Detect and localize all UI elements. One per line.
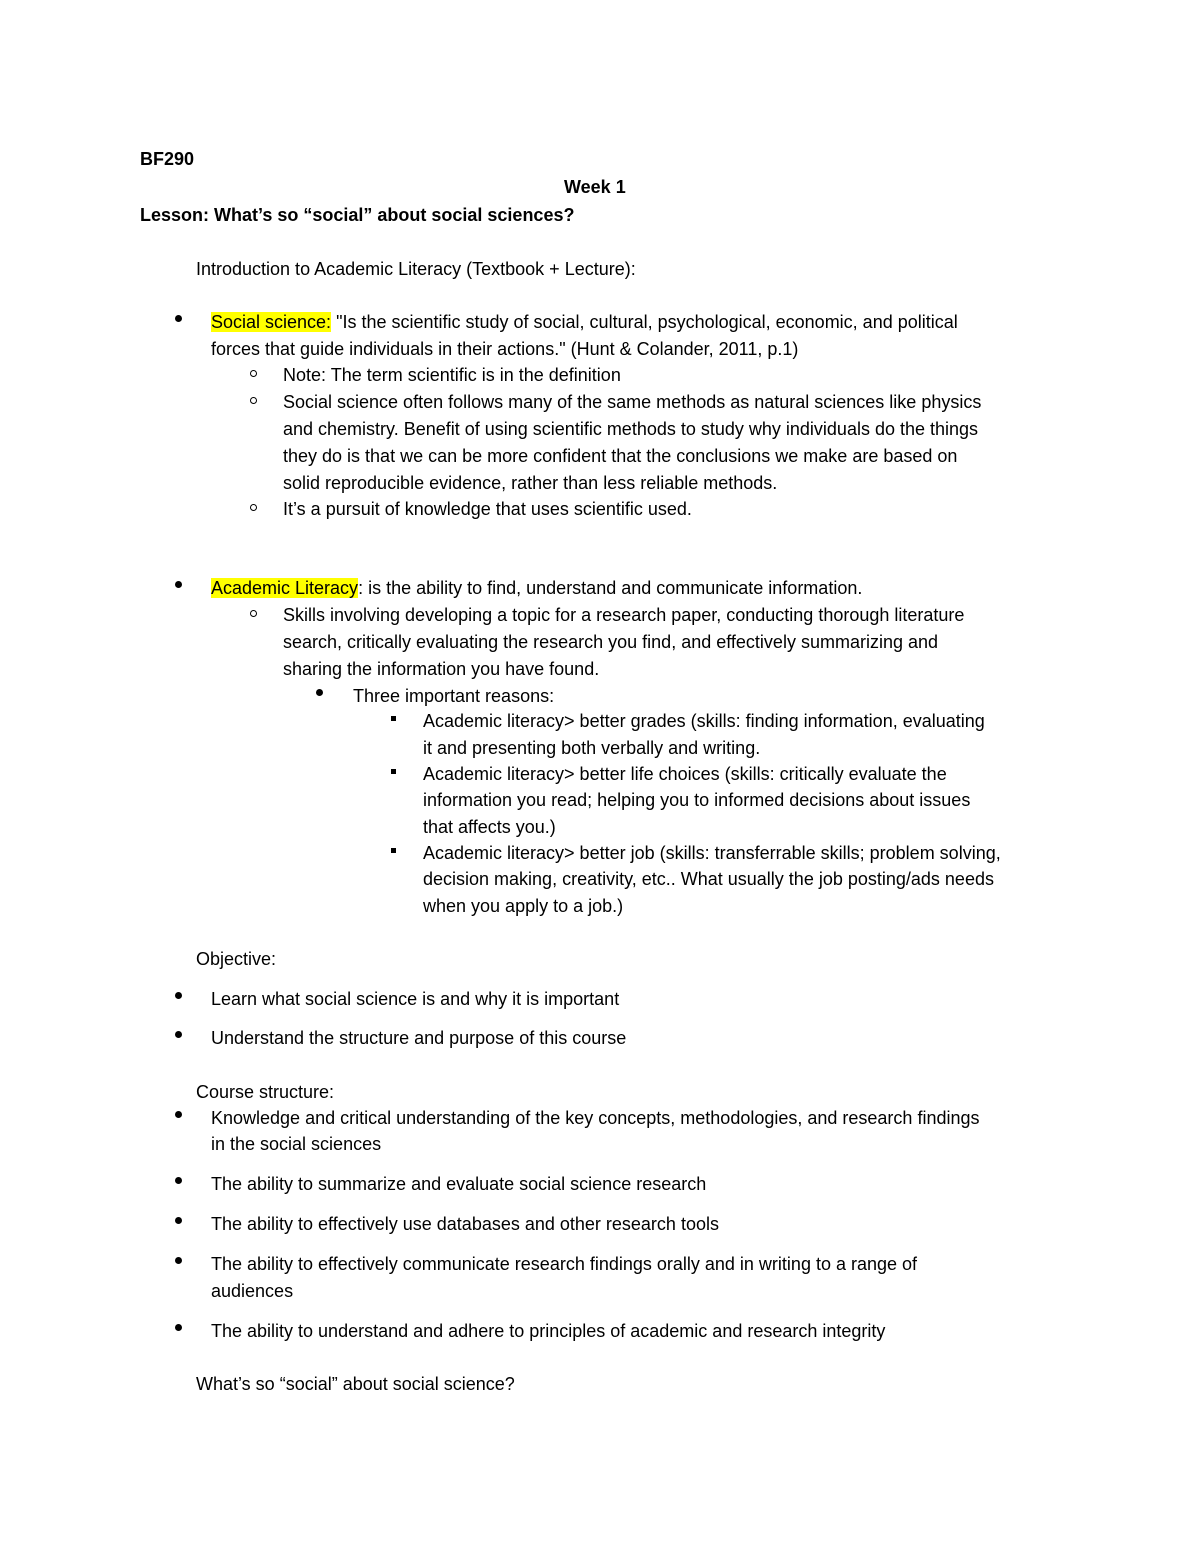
course-structure-heading: Course structure: (196, 1082, 335, 1102)
sub-item-cont: and chemistry. Benefit of using scientific methods to study why individuals do the things (283, 419, 979, 439)
circle-bullet-icon (250, 504, 257, 511)
sub-item: Skills involving developing a topic for a research paper, conducting thorough literature (283, 605, 965, 625)
circle-bullet-icon (250, 370, 257, 377)
sub-item-cont: sharing the information you have found. (283, 659, 600, 679)
sub-item: Social science often follows many of the same methods as natural sciences like physics (283, 392, 982, 412)
academic-literacy-term: Academic Literacy (211, 578, 359, 598)
reason-item: Academic literacy> better life choices (skills: critically evaluate the (423, 764, 947, 784)
reason-item-cont: when you apply to a job.) (423, 896, 624, 916)
course-structure-item: Knowledge and critical understanding of the key concepts, methodologies, and research findings (211, 1108, 980, 1128)
course-structure-item: The ability to effectively use databases and other research tools (211, 1214, 719, 1234)
reason-item-cont: that affects you.) (423, 817, 556, 837)
bullet-icon (175, 1217, 182, 1224)
course-structure-item: The ability to effectively communicate research findings orally and in writing to a range of (211, 1254, 918, 1274)
sub-item-cont: search, critically evaluating the research you find, and effectively summarizing and (283, 632, 938, 652)
bullet-icon (175, 315, 182, 322)
bullet-icon (175, 1324, 182, 1331)
week-title: Week 1 (564, 177, 626, 197)
objective-item: Understand the structure and purpose of this course (211, 1028, 627, 1048)
square-bullet-icon (391, 848, 396, 853)
social-science-definition: Social science: "Is the scientific study of social, cultural, psychological, economic, and political (211, 312, 958, 332)
bullet-icon (175, 1257, 182, 1264)
circle-bullet-icon (250, 397, 257, 404)
bullet-icon (175, 992, 182, 999)
bullet-icon (175, 1177, 182, 1184)
objective-heading: Objective: (196, 949, 277, 969)
social-science-definition-cont: forces that guide individuals in their actions." (Hunt & Colander, 2011, p.1) (211, 339, 799, 359)
course-structure-item-cont: in the social sciences (211, 1134, 382, 1154)
intro-heading: Introduction to Academic Literacy (Textbook + Lecture): (196, 259, 636, 279)
course-code: BF290 (140, 149, 195, 169)
course-structure-item: The ability to understand and adhere to principles of academic and research integrity (211, 1321, 886, 1341)
sub-item-cont: they do is that we can be more confident that the conclusions we make are based on (283, 446, 958, 466)
bullet-icon (175, 581, 182, 588)
reason-item: Academic literacy> better job (skills: transferrable skills; problem solving, (423, 843, 1001, 863)
sub-item: It’s a pursuit of knowledge that uses scientific used. (283, 499, 692, 519)
closing-question: What’s so “social” about social science? (196, 1374, 515, 1394)
course-structure-item-cont: audiences (211, 1281, 294, 1301)
sub-item-cont: solid reproducible evidence, rather than less reliable methods. (283, 473, 778, 493)
reasons-heading: Three important reasons: (353, 686, 555, 706)
reason-item-cont: information you read; helping you to informed decisions about issues (423, 790, 971, 810)
course-structure-item: The ability to summarize and evaluate social science research (211, 1174, 707, 1194)
square-bullet-icon (391, 716, 396, 721)
academic-literacy-definition: Academic Literacy: is the ability to find, understand and communicate information. (211, 578, 863, 598)
sub-item: Note: The term scientific is in the definition (283, 365, 621, 385)
circle-bullet-icon (250, 610, 257, 617)
social-science-term: Social science: (211, 312, 332, 332)
lesson-title: Lesson: What’s so “social” about social sciences? (140, 205, 575, 225)
bullet-icon (175, 1031, 182, 1038)
bullet-icon (175, 1111, 182, 1118)
square-bullet-icon (391, 769, 396, 774)
reason-item: Academic literacy> better grades (skills: finding information, evaluating (423, 711, 985, 731)
bullet-icon (316, 689, 323, 696)
objective-item: Learn what social science is and why it is important (211, 989, 620, 1009)
reason-item-cont: decision making, creativity, etc.. What usually the job posting/ads needs (423, 869, 994, 889)
reason-item-cont: it and presenting both verbally and writing. (423, 738, 761, 758)
